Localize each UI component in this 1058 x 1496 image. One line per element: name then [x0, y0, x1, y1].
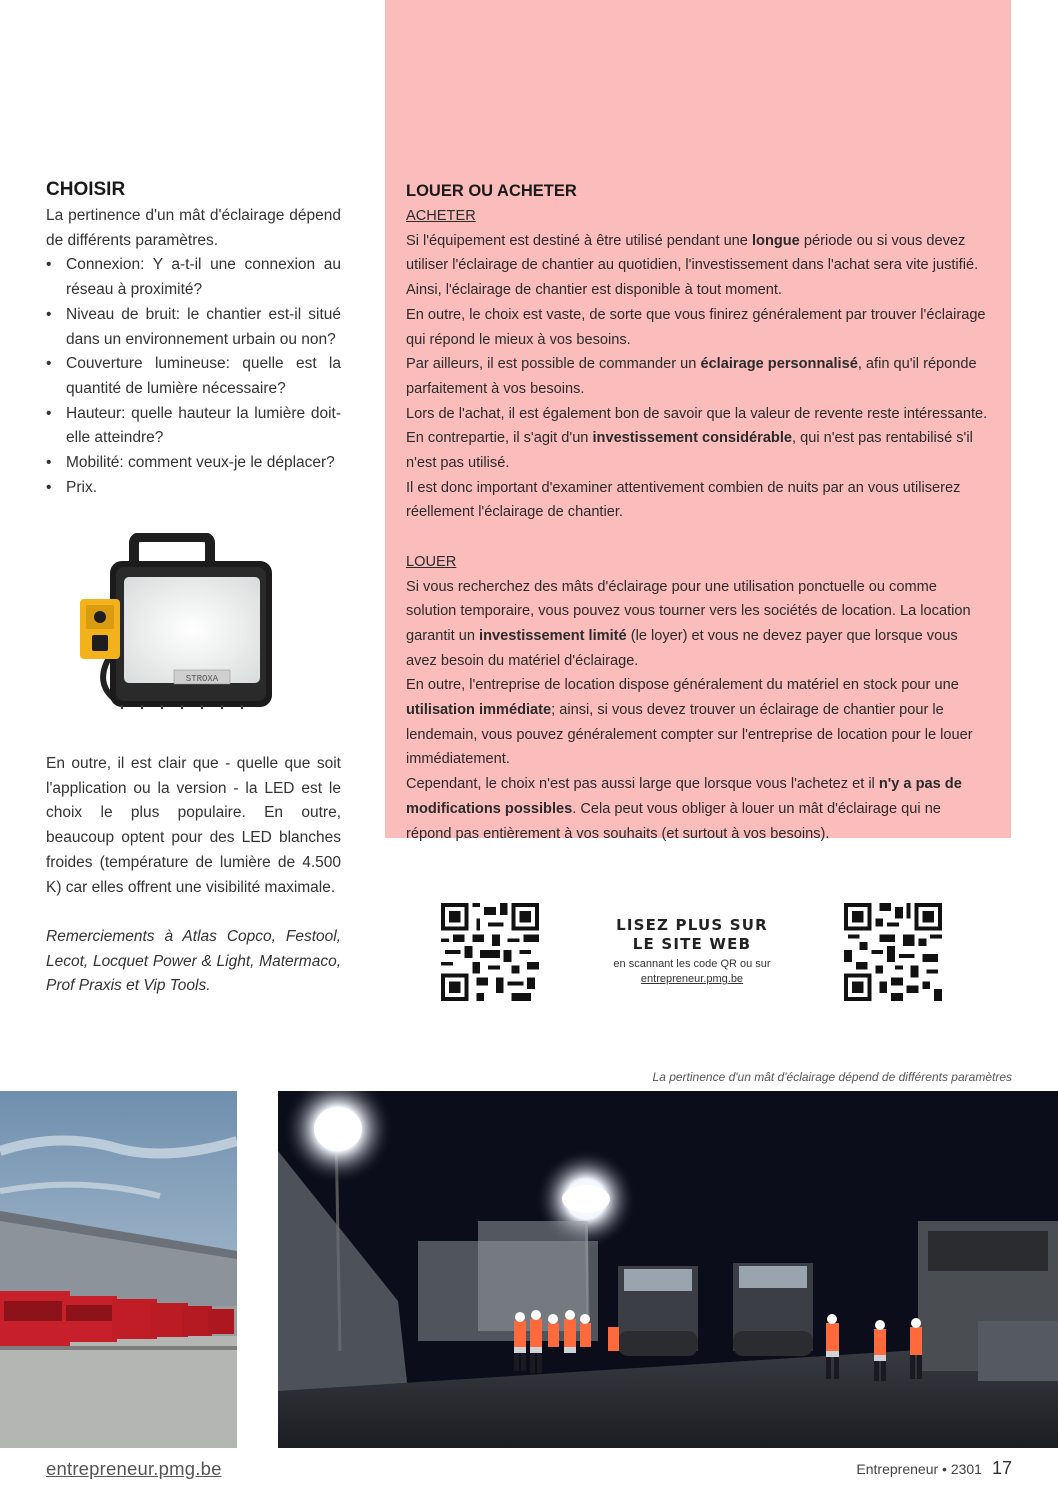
qr-code-left[interactable]: [441, 903, 539, 1001]
acheter-paragraph-5: Il est donc important d'examiner attentivement combien de nuits par an vous utiliserez réellement l'éclairage de chantier.: [406, 479, 961, 521]
promo-title-line2: LE SITE WEB: [632, 935, 752, 953]
list-item: • Connexion: Y a-t-il une connexion au réseau à proximité?: [46, 253, 341, 302]
led-paragraph: En outre, il est clair que - quelle que soit l'application ou la version - la LED est le choix le plus populaire. En outre, beaucoup optent pour des LED blanches froides (température de lumière de 4.500 K) car elles offrent une visibilité maximale.: [46, 755, 341, 896]
list-item: • Hauteur: quelle hauteur la lumière doit-elle atteindre?: [46, 402, 341, 451]
subheading-louer: LOUER: [406, 553, 457, 570]
left-lower-column: [46, 752, 341, 999]
section-heading-louer-ou-acheter: LOUER OU ACHETER: [406, 182, 577, 200]
louer-paragraph-3: Cependant, le choix n'est pas aussi large que lorsque vous l'achetez et il n'y a pas de modifications possibles. Cela peut vous obliger à louer un mât d'éclairage qui ne répond pas entièrement à vos souhaits (et surtout à vos besoins).: [406, 776, 962, 842]
generators-photo: [0, 1091, 237, 1448]
louer-paragraph-1: Si vous recherchez des mâts d'éclairage pour une utilisation ponctuelle ou comme solution temporaire, vous pouvez vous tourner vers les sociétés de location. La location garantit un investissement limité (le loyer) et vous ne devez payer que lorsque vous avez besoin du matériel d'éclairage.: [406, 578, 971, 669]
list-item: • Niveau de bruit: le chantier est-il situé dans un environnement urbain ou non?: [46, 303, 341, 352]
list-item: • Couverture lumineuse: quelle est la quantité de lumière nécessaire?: [46, 352, 341, 401]
acheter-paragraph-2: En outre, le choix est vaste, de sorte que vous finirez généralement par trouver l'éclairage qui répond le mieux à vos besoins.: [406, 306, 986, 348]
read-more-promo: [590, 916, 794, 986]
footer-issue: [856, 1458, 1012, 1479]
subheading-acheter: ACHETER: [406, 208, 476, 224]
footer-website-link[interactable]: entrepreneur.pmg.be: [46, 1458, 222, 1479]
night-worksite-photo: [278, 1091, 1058, 1448]
page-number: 17: [991, 1458, 1012, 1478]
led-worklight-image: [72, 533, 282, 723]
acheter-paragraph-1: Si l'équipement est destiné à être utilisé pendant une longue période ou si vous devez utiliser l'éclairage de chantier au quotidien, l'investissement dans l'achat sera vite justifié. Ainsi, l'éclairage de chantier est disponible à tout moment.: [406, 232, 979, 299]
photo-caption: La pertinence d'un mât d'éclairage dépend de différents paramètres: [652, 1070, 1012, 1084]
acheter-paragraph-4: Lors de l'achat, il est également bon de savoir que la valeur de revente reste intéressante. En contrepartie, il s'agit d'un investissement considérable, qui n'est pas rentabilisé s'il n'est pas utilisé.: [406, 405, 988, 472]
thanks-paragraph: Remerciements à Atlas Copco, Festool, Lecot, Locquet Power & Light, Matermaco, Prof Praxis et Vip Tools.: [46, 927, 341, 995]
left-column: [46, 178, 341, 500]
promo-title-line1: LISEZ PLUS SUR: [616, 916, 768, 934]
louer-paragraph-2: En outre, l'entreprise de location dispose généralement du matériel en stock pour une utilisation immédiate; ainsi, si vous devez trouver un éclairage de chantier pour le lendemain, vous pouvez généralement compter sur l'entreprise de location pour le louer immédiatement.: [406, 677, 973, 768]
list-item: • Prix.: [46, 476, 341, 501]
promo-subtitle: en scannant les code QR ou sur: [613, 958, 771, 970]
right-column: [406, 178, 988, 846]
brand-label: STROXA: [185, 674, 219, 684]
list-item: • Mobilité: comment veux-je le déplacer?: [46, 451, 341, 476]
acheter-paragraph-3: Par ailleurs, il est possible de commander un éclairage personnalisé, afin qu'il réponde parfaitement à vos besoins.: [406, 356, 977, 397]
qr-code-right[interactable]: [844, 903, 942, 1001]
issue-label: Entrepreneur • 2301: [856, 1461, 982, 1477]
intro-paragraph: La pertinence d'un mât d'éclairage dépend de différents paramètres.: [46, 207, 341, 249]
promo-link[interactable]: entrepreneur.pmg.be: [640, 973, 744, 985]
criteria-list: [46, 253, 341, 500]
section-heading-choisir: CHOISIR: [46, 179, 126, 200]
